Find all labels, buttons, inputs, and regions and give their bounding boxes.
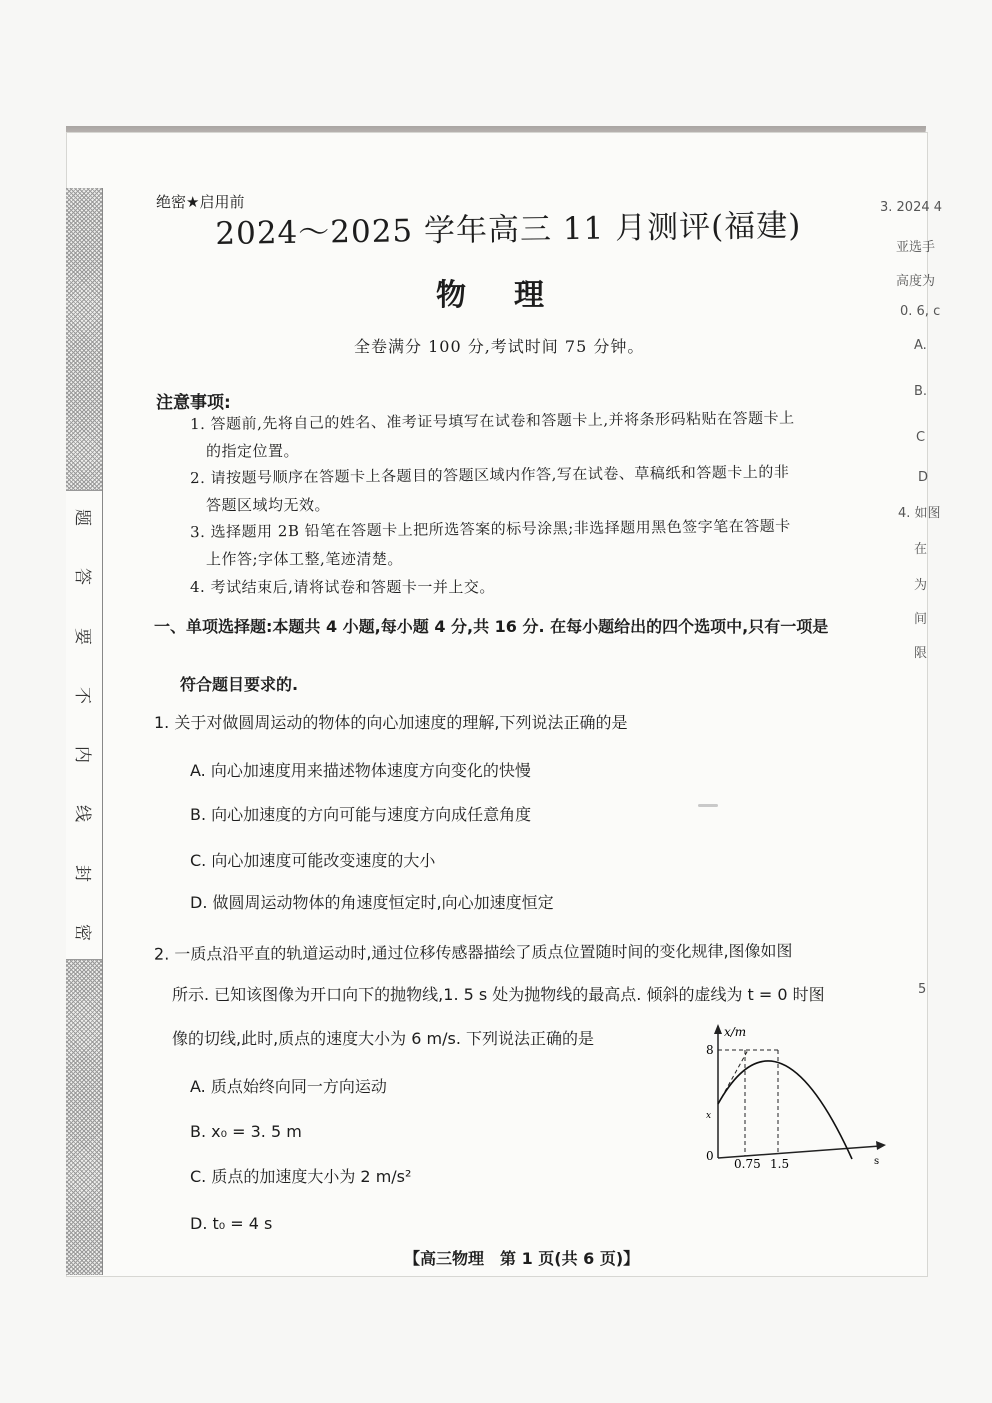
next-page-fragment: 高度为 bbox=[896, 274, 936, 289]
next-page-fragment: 3. 2024 4 bbox=[880, 200, 943, 215]
section-heading: 一、单项选择题:本题共 4 小题,每小题 4 分,共 16 分. 在每小题给出的四个选项中,只有一项是 bbox=[154, 617, 829, 636]
x-tick-15: 1.5 bbox=[770, 1157, 790, 1171]
note-line: 1. 答题前,先将自己的姓名、准考证号填写在试卷和答题卡上,并将条形码粘贴在答题卡上 bbox=[189, 408, 795, 434]
question-1-option-b: B. 向心加速度的方向可能与速度方向成任意角度 bbox=[190, 805, 532, 824]
next-page-fragment: B. bbox=[914, 384, 928, 399]
secret-mark: 绝密★启用前 bbox=[156, 193, 245, 211]
exam-title: 2024～2025 学年高三 11 月测评(福建) bbox=[215, 207, 802, 252]
next-page-fragment: 亚选手 bbox=[896, 240, 936, 255]
x-axis-label: s bbox=[874, 1156, 880, 1167]
x-axis-arrow bbox=[876, 1141, 886, 1150]
next-page-fragment: A. bbox=[914, 338, 927, 353]
origin-label: 0 bbox=[706, 1149, 714, 1163]
y-axis-label: x/m bbox=[724, 1025, 747, 1039]
section-heading-cont: 符合题目要求的. bbox=[180, 675, 299, 694]
smudge bbox=[698, 804, 718, 807]
binding-char: 线 bbox=[71, 805, 92, 823]
question-2-stem-cont: 所示. 已知该图像为开口向下的抛物线,1. 5 s 处为抛物线的最高点. 倾斜的虚线为 t = 0 时图 bbox=[172, 985, 825, 1004]
note-line: 3. 选择题用 2B 铅笔在答题卡上把所选答案的标号涂黑;非选择题用黑色签字笔在答题卡 bbox=[189, 516, 791, 542]
y-tick-8: 8 bbox=[706, 1043, 714, 1057]
subject-title: 物理 bbox=[436, 278, 592, 313]
next-page-fragment: 限 bbox=[914, 646, 928, 661]
score-time-info: 全卷满分 100 分,考试时间 75 分钟。 bbox=[354, 337, 645, 356]
page-footer: 【高三物理 第 1 页(共 6 页)】 bbox=[404, 1249, 640, 1268]
note-line: 4. 考试结束后,请将试卷和答题卡一并上交。 bbox=[190, 578, 495, 596]
question-1-option-d: D. 做圆周运动物体的角速度恒定时,向心加速度恒定 bbox=[190, 893, 554, 912]
binding-char: 题 bbox=[71, 509, 92, 526]
note-line: 2. 请按题号顺序在答题卡上各题目的答题区域内作答,写在试卷、草稿纸和答题卡上的非 bbox=[189, 462, 790, 488]
next-page-fragment: C bbox=[916, 430, 926, 445]
binding-warning bbox=[66, 490, 102, 960]
note-line: 答题区域均无效。 bbox=[206, 496, 331, 514]
question-2-option-a: A. 质点始终向同一方向运动 bbox=[190, 1077, 387, 1096]
question-1-option-a: A. 向心加速度用来描述物体速度方向变化的快慢 bbox=[190, 761, 531, 780]
next-page-fragment: 4. 如图 bbox=[898, 506, 941, 521]
question-1-option-c: C. 向心加速度可能改变速度的大小 bbox=[190, 851, 436, 870]
next-page-fragment: 在 bbox=[914, 542, 928, 557]
binding-char: 不 bbox=[71, 686, 92, 704]
question-2-stem: 2. 一质点沿平直的轨道运动时,通过位移传感器描绘了质点位置随时间的变化规律,图像如图 bbox=[153, 941, 793, 964]
binding-char: 要 bbox=[71, 627, 92, 645]
next-page-fragment: 间 bbox=[914, 612, 928, 627]
next-page-fragment: 0. 6, c bbox=[900, 304, 941, 319]
next-page-fragment: 为 bbox=[914, 578, 928, 593]
next-page-fragment: 5 bbox=[918, 982, 927, 997]
x-tick-075: 0.75 bbox=[734, 1157, 761, 1171]
note-line: 的指定位置。 bbox=[206, 442, 300, 460]
y-axis-arrow bbox=[714, 1024, 722, 1034]
y0-label: x bbox=[706, 1111, 712, 1121]
question-1-stem: 1. 关于对做圆周运动的物体的向心加速度的理解,下列说法正确的是 bbox=[154, 713, 628, 732]
parabola-curve bbox=[718, 1061, 852, 1159]
note-line: 上作答;字体工整,笔迹清楚。 bbox=[206, 550, 403, 568]
position-time-graph bbox=[700, 1022, 890, 1182]
question-2-option-b: B. x₀ = 3. 5 m bbox=[190, 1122, 302, 1141]
binding-char: 内 bbox=[71, 746, 92, 764]
next-page-fragment: D bbox=[918, 470, 929, 485]
question-2-option-c: C. 质点的加速度大小为 2 m/s² bbox=[190, 1167, 412, 1186]
question-2-stem-cont: 像的切线,此时,质点的速度大小为 6 m/s. 下列说法正确的是 bbox=[172, 1029, 595, 1048]
binding-char: 密 bbox=[71, 923, 92, 941]
notes-heading: 注意事项: bbox=[156, 393, 231, 413]
binding-char: 封 bbox=[71, 864, 92, 882]
binding-char: 答 bbox=[71, 568, 92, 586]
question-2-option-d: D. t₀ = 4 s bbox=[190, 1214, 273, 1233]
